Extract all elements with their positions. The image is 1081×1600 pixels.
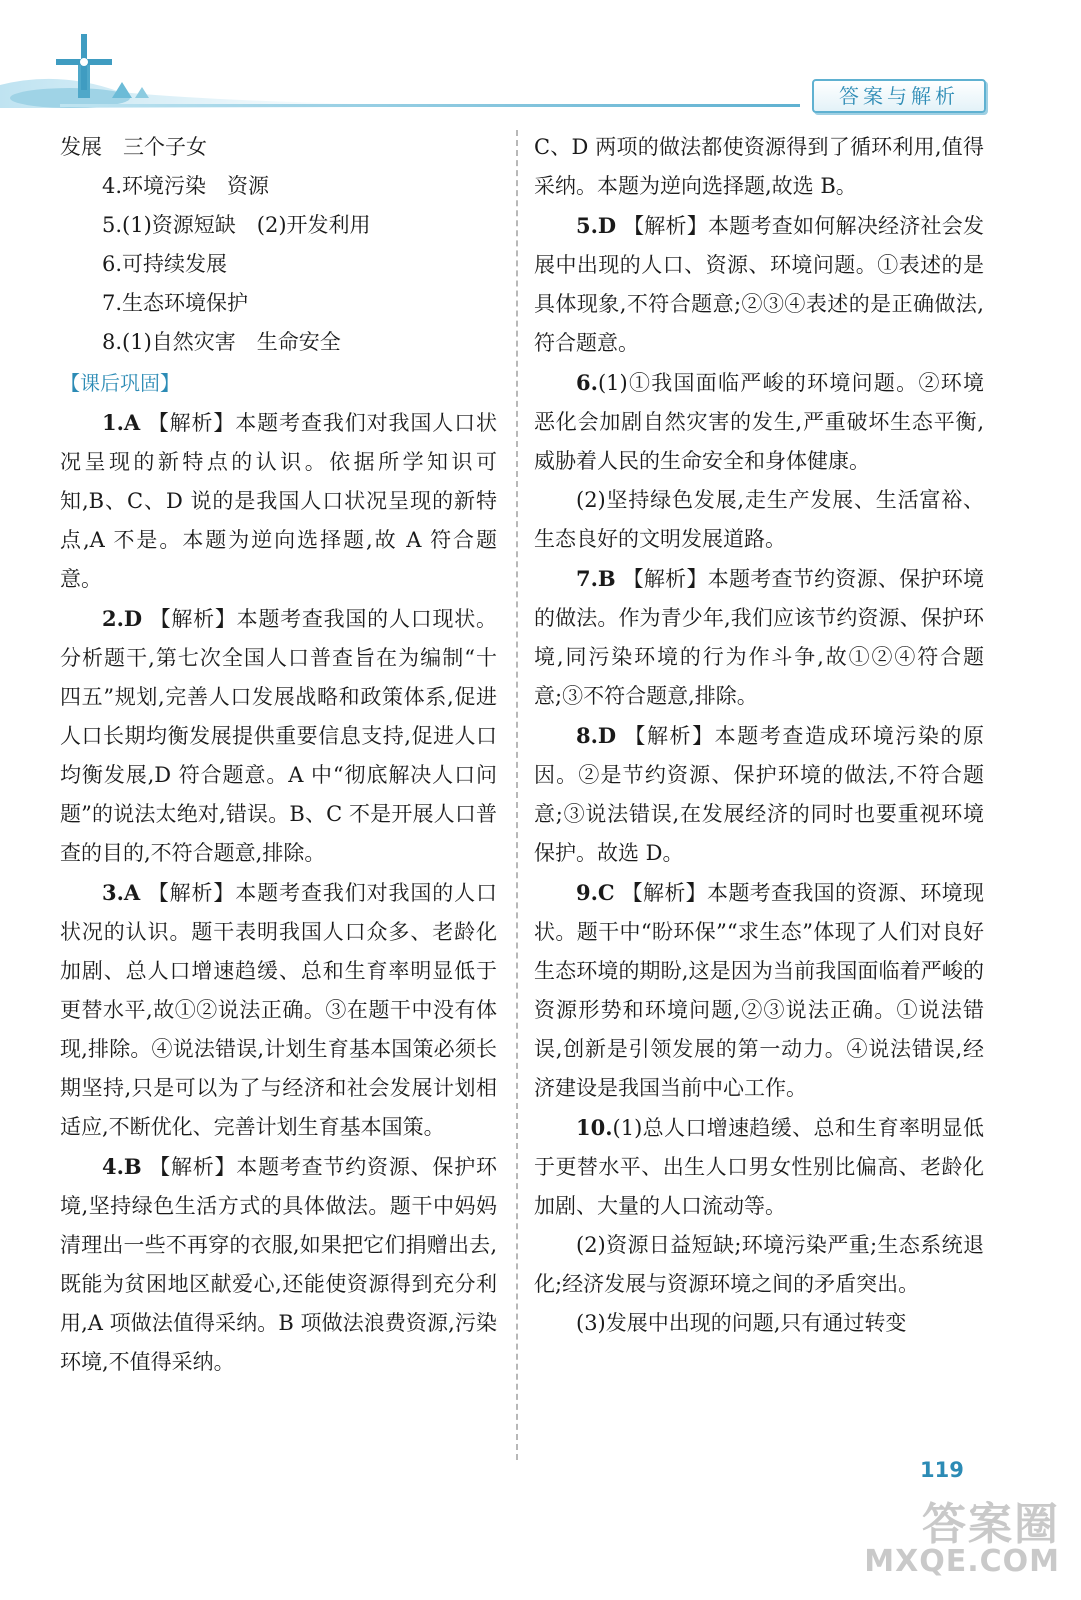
question-number: 7.B — [576, 566, 616, 591]
answer-paragraph — [534, 1226, 984, 1304]
answer-line: 7.生态环境保护 — [102, 291, 249, 315]
explanation-text: 【解析】本题考查我国的人口现状。分析题干,第七次全国人口普查旨在为编制“十四五”规划,完善人口发展战略和政策体系,促进人口长期均衡发展提供重要信息支持,促进人口均衡发展,D 符合题意。A 中“彻底解决人口问题”的说法太绝对,错误。B、C 不是开展人口普查的目的,不符合题意,排除。 — [60, 607, 497, 865]
explanation-text: 【解析】本题考查我们对我国的人口状况的认识。题干表明我国人口众多、老龄化加剧、总人口增速趋缓、总和生育率明显低于更替水平,故①②说法正确。③在题干中没有体现,排除。④说法错误,计划生育基本国策必须长期坚持,只是可以为了与经济和社会发展计划相适应,不断优化、完善计划生育基本国策。 — [60, 881, 497, 1139]
windmill-banner-icon — [0, 0, 360, 110]
header-rule — [60, 104, 800, 107]
section-tag: 答案与解析 — [812, 79, 986, 113]
explanation-text: 【解析】本题考查节约资源、保护环境,坚持绿色生活方式的具体做法。题干中妈妈清理出一些不再穿的衣服,如果把它们捐赠出去,既能为贫困地区献爱心,还能使资源得到充分利用,A 项做法值得采纳。B 项做法浪费资源,污染环境,不值得采纳。 — [60, 1155, 497, 1374]
explanation-text: (1)总人口增速趋缓、总和生育率明显低于更替水平、出生人口男女性别比偏高、老龄化加剧、大量的人口流动等。 — [534, 1116, 984, 1218]
explanation-text: 【解析】本题考查我们对我国人口状况呈现的新特点的认识。依据所学知识可知,B、C、D 说的是我国人口状况呈现的新特点,A 不是。本题为逆向选择题,故 A 符合题意。 — [60, 411, 497, 591]
explanation-text: (2)坚持绿色发展,走生产发展、生活富裕、生态良好的文明发展道路。 — [534, 488, 984, 551]
watermark-en: MXQE.COM — [864, 1544, 1060, 1579]
watermark-logo — [840, 1488, 1070, 1593]
answer-line: 发展 三个子女 — [60, 135, 207, 159]
answer-paragraph — [60, 599, 497, 873]
answer-paragraph — [534, 873, 984, 1108]
explanation-text: (3)发展中出现的问题,只有通过转变 — [576, 1311, 907, 1335]
answer-line: 4.环境污染 资源 — [102, 174, 270, 198]
answer-paragraph — [534, 206, 984, 363]
answer-paragraph — [534, 363, 984, 481]
answer-paragraph — [534, 559, 984, 716]
left-column — [60, 128, 497, 1382]
answer-paragraph — [534, 1108, 984, 1226]
answer-line: 5.(1)资源短缺 (2)开发利用 — [102, 213, 371, 237]
question-number: 1.A — [102, 410, 141, 435]
question-number: 3.A — [102, 880, 141, 905]
watermark-cn: 答案圈 — [922, 1499, 1060, 1550]
page-number: 119 — [920, 1458, 964, 1482]
question-number: 2.D — [102, 606, 143, 631]
explanation-text: 【解析】本题考查节约资源、保护环境的做法。作为青少年,我们应该节约资源、保护环境,同污染环境的行为作斗争,故①②④符合题意;③不符合题意,排除。 — [534, 567, 984, 708]
question-number: 5.D — [576, 213, 617, 238]
explanation-text: (2)资源日益短缺;环境污染严重;生态系统退化;经济发展与资源环境之间的矛盾突出。 — [534, 1233, 984, 1296]
section-heading: 【课后巩固】 — [60, 371, 180, 395]
answer-paragraph — [60, 1147, 497, 1382]
answer-paragraph — [60, 873, 497, 1147]
column-divider — [516, 130, 518, 1460]
answer-paragraph — [534, 1304, 984, 1343]
explanation-text: 【解析】本题考查如何解决经济社会发展中出现的人口、资源、环境问题。①表述的是具体现象,不符合题意;②③④表述的是正确做法,符合题意。 — [534, 214, 984, 355]
page-header — [0, 0, 1081, 120]
answer-paragraph — [534, 716, 984, 873]
answer-paragraph — [534, 481, 984, 559]
question-number: 4.B — [102, 1154, 142, 1179]
explanation-text: (1)①我国面临严峻的环境问题。②环境恶化会加剧自然灾害的发生,严重破坏生态平衡,威胁着人民的生命安全和身体健康。 — [534, 371, 984, 473]
question-number: 8.D — [576, 723, 617, 748]
answer-line: 8.(1)自然灾害 生命安全 — [102, 330, 341, 354]
right-column — [534, 128, 984, 1343]
question-number: 6. — [576, 370, 598, 395]
question-number: 10. — [576, 1115, 613, 1140]
explanation-text: 【解析】本题考查造成环境污染的原因。②是节约资源、保护环境的做法,不符合题意;③说法错误,在发展经济的同时也要重视环境保护。故选 D。 — [534, 724, 984, 865]
question-number: 9.C — [576, 880, 615, 905]
answer-paragraph — [60, 403, 497, 599]
answer-line: 6.可持续发展 — [102, 252, 228, 276]
explanation-text: 【解析】本题考查我国的资源、环境现状。题干中“盼环保”“求生态”体现了人们对良好生态环境的期盼,这是因为当前我国面临着严峻的资源形势和环境问题,②③说法正确。①说法错误,创新是引领发展的第一动力。④说法错误,经济建设是我国当前中心工作。 — [534, 881, 984, 1100]
continued-paragraph: C、D 两项的做法都使资源得到了循环利用,值得采纳。本题为逆向选择题,故选 B。 — [534, 135, 984, 198]
